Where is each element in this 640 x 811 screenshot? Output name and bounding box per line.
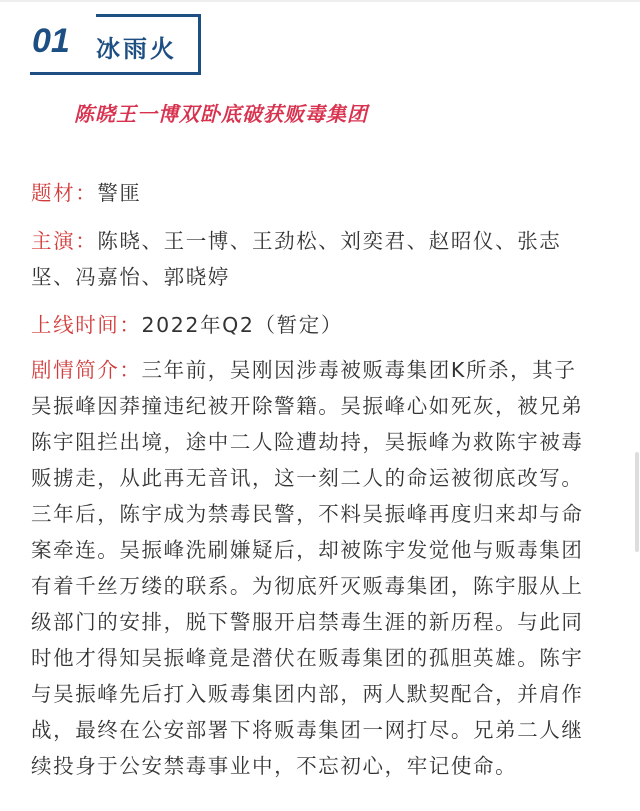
plot-label: 剧情简介： xyxy=(31,358,142,382)
plot-line: 贩掳走，从此再无音讯，这一刻二人的命运被彻底改写。 xyxy=(31,466,584,490)
cast-line: 陈晓、王一博、王劲松、刘奕君、赵昭仪、张志 xyxy=(97,229,562,253)
release-label: 上线时间： xyxy=(31,313,142,337)
plot-line: 与吴振峰先后打入贩毒集团内部，两人默契配合，并肩作 xyxy=(31,682,584,706)
top-divider xyxy=(0,0,640,2)
plot-line: 案牵连。吴振峰洗刷嫌疑后，却被陈宇发觉他与贩毒集团 xyxy=(31,538,584,562)
subtitle: 陈晓王一博双卧底破获贩毒集团 xyxy=(74,102,368,126)
plot-line: 三年前，吴刚因涉毒被贩毒集团K所杀，其子 xyxy=(141,358,577,382)
plot-line: 战，最终在公安部署下将贩毒集团一网打尽。兄弟二人继 xyxy=(31,718,584,742)
section-title: 冰雨火 xyxy=(96,35,177,63)
cast-line: 坚、冯嘉怡、郭晓婷 xyxy=(31,265,230,289)
section-number: 01 xyxy=(32,22,70,60)
genre-value: 警匪 xyxy=(97,181,142,205)
plot-line: 三年后，陈宇成为禁毒民警，不料吴振峰再度归来却与命 xyxy=(31,502,584,526)
genre-row xyxy=(31,175,142,211)
release-row xyxy=(31,307,343,343)
plot-line: 有着千丝万缕的联系。为彻底歼灭贩毒集团，陈宇服从上 xyxy=(31,574,584,598)
plot-paragraph xyxy=(31,352,584,784)
plot-line: 续投身于公安禁毒事业中，不忘初心，牢记使命。 xyxy=(31,754,518,778)
plot-line: 时他才得知吴振峰竟是潜伏在贩毒集团的孤胆英雄。陈宇 xyxy=(31,646,584,670)
plot-line: 陈宇阻拦出境，途中二人险遭劫持，吴振峰为救陈宇被毒 xyxy=(31,430,584,454)
plot-line: 级部门的安排，脱下警服开启禁毒生涯的新历程。与此同 xyxy=(31,610,584,634)
plot-line: 吴振峰因莽撞违纪被开除警籍。吴振峰心如死灰，被兄弟 xyxy=(31,394,584,418)
title-underline xyxy=(30,72,201,75)
genre-label: 题材： xyxy=(31,181,98,205)
cast-row xyxy=(31,223,561,295)
release-value: 2022年Q2（暂定） xyxy=(141,313,343,337)
cast-label: 主演： xyxy=(31,229,98,253)
scrollbar[interactable] xyxy=(635,452,639,552)
